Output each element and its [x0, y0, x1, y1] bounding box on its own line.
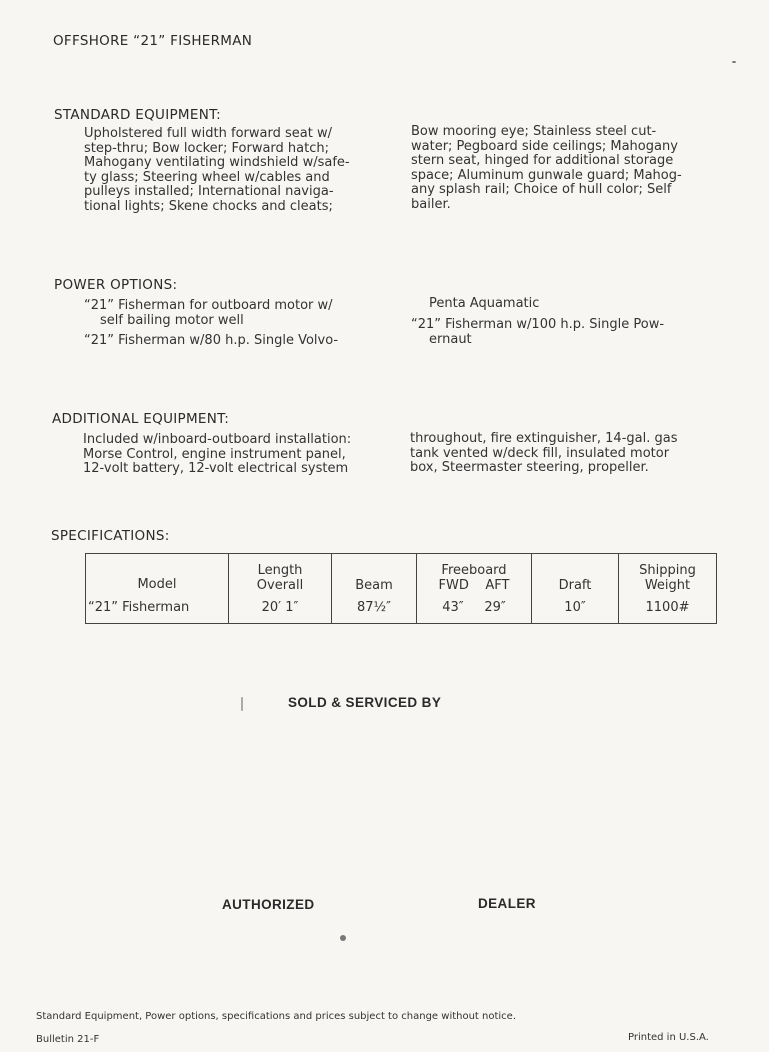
dealer-label: DEALER [478, 896, 536, 911]
text-line: 12-volt battery, 12-volt electrical system [83, 461, 349, 477]
text-line: Included w/inboard-outboard installation: [83, 432, 352, 447]
text-line: bailer. [411, 196, 451, 212]
shipping-value: 1100# [645, 599, 690, 615]
text-line: “21” Fisherman w/100 h.p. Single Pow- [411, 317, 665, 332]
text-line: Bow mooring eye; Stainless steel cut- [411, 124, 657, 139]
freeboard-cell [417, 554, 532, 624]
fwd-value: 43″ [442, 599, 464, 615]
model-cell [86, 554, 229, 624]
additional-equipment-heading: ADDITIONAL EQUIPMENT: [52, 411, 230, 427]
freeboard-values [417, 600, 531, 615]
text-line: “21” Fisherman w/80 h.p. Single Volvo- [84, 333, 339, 348]
model-header: Model [137, 576, 177, 592]
footer-printed: Printed in U.S.A. [628, 1032, 709, 1043]
authorized-label: AUTHORIZED [222, 897, 315, 912]
length-cell [229, 554, 332, 624]
text-line: throughout, fire extinguisher, 14-gal. gas [410, 431, 678, 446]
length-value: 20′ 1″ [261, 599, 299, 615]
power-option-3 [411, 318, 717, 347]
shipping-header-line2: Weight [644, 577, 691, 593]
text-line: water; Pegboard side ceilings; Mahogany [411, 138, 678, 154]
text-line: Upholstered full width forward seat w/ [84, 126, 332, 141]
power-option-2-continued [429, 297, 719, 312]
specifications-heading: SPECIFICATIONS: [51, 528, 170, 544]
draft-value: 10″ [564, 599, 586, 615]
additional-equipment-left-text [83, 433, 388, 477]
draft-cell [532, 554, 619, 624]
length-header-line1: Length [257, 562, 303, 578]
beam-cell [332, 554, 417, 624]
text-line: Mahogany ventilating windshield w/safe- [84, 155, 350, 171]
paper-speck [340, 935, 346, 941]
text-line: box, Steermaster steering, propeller. [410, 460, 649, 476]
freeboard-subheader [417, 578, 531, 593]
draft-header: Draft [558, 577, 592, 593]
text-line: pulleys installed; International naviga- [84, 184, 334, 200]
page-title: OFFSHORE “21” FISHERMAN [53, 33, 253, 49]
standard-equipment-left-text [84, 127, 388, 215]
paper-speck [241, 697, 243, 711]
aft-label: AFT [485, 577, 510, 593]
length-header-line2: Overall [256, 577, 304, 593]
fwd-label: FWD [438, 577, 469, 593]
sold-serviced-label: SOLD & SERVICED BY [288, 695, 442, 710]
text-line: tional lights; Skene chocks and cleats; [84, 198, 333, 214]
text-line: Penta Aquamatic [429, 296, 540, 311]
text-line: self bailing motor well [100, 312, 244, 328]
footer-bulletin: Bulletin 21-F [36, 1034, 100, 1045]
text-line: space; Aluminum gunwale guard; Mahog- [411, 167, 682, 183]
text-line: Morse Control, engine instrument panel, [83, 446, 346, 462]
freeboard-header: Freeboard [441, 562, 507, 578]
table-row [86, 554, 717, 624]
power-option-1 [84, 299, 388, 328]
text-line: step-thru; Bow locker; Forward hatch; [84, 140, 329, 156]
text-line: stern seat, hinged for additional storage [411, 153, 674, 169]
power-option-2 [84, 334, 388, 349]
text-line: “21” Fisherman for outboard motor w/ [84, 298, 333, 313]
additional-equipment-right-text [410, 432, 716, 476]
specifications-table [85, 553, 717, 624]
shipping-header-line1: Shipping [639, 562, 696, 578]
shipping-cell [619, 554, 717, 624]
paper-speck [732, 61, 736, 63]
standard-equipment-heading: STANDARD EQUIPMENT: [54, 107, 222, 123]
power-options-heading: POWER OPTIONS: [54, 277, 178, 293]
beam-value: 87½″ [357, 599, 391, 615]
model-value: “21” Fisherman [88, 599, 190, 615]
footer-notice: Standard Equipment, Power options, specifications and prices subject to change without notice. [36, 1011, 517, 1022]
beam-header: Beam [355, 577, 393, 593]
text-line: ernaut [429, 331, 472, 347]
text-line: ty glass; Steering wheel w/cables and [84, 169, 330, 185]
aft-value: 29″ [484, 599, 506, 615]
text-line: any splash rail; Choice of hull color; Self [411, 182, 672, 198]
text-line: tank vented w/deck fill, insulated motor [410, 445, 670, 461]
standard-equipment-right-text [411, 125, 717, 213]
